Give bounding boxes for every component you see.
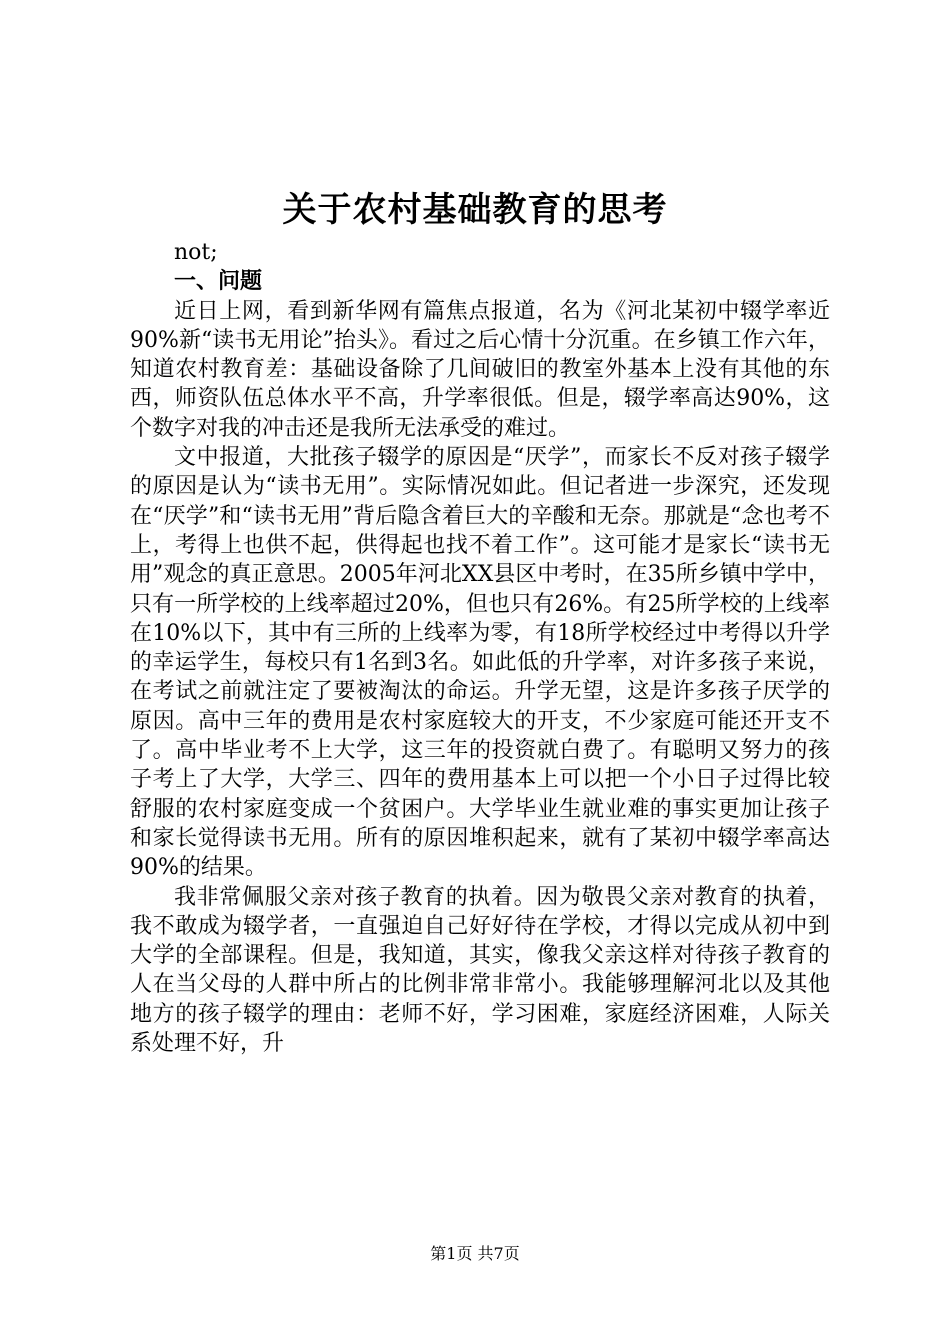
intro-line: not; (174, 240, 218, 265)
document-body (130, 238, 830, 1058)
paragraph-2: 文中报道，大批孩子辍学的原因是“厌学”，而家长不反对孩子辍学的原因是认为“读书无用”。实际情况如此。但记者进一步深究，还发现在“厌学”和“读书无用”背后隐含着巨大的辛酸和无奈。那就是“念也考不上，考得上也供不起，供得起也找不着工作”。这可能才是家长“读书无用”观念的真正意思。2005年河北XX县区中考时，在35所乡镇中学中，只有一所学校的上线率超过20%，但也只有26%。有25所学校的上线率在10%以下，其中有三所的上线率为零，有18所学校经过中考得以升学的幸运学生，每校只有1名到3名。如此低的升学率，对许多孩子来说，在考试之前就注定了要被淘汰的命运。升学无望，这是许多孩子厌学的原因。高中三年的费用是农村家庭较大的开支，不少家庭可能还开支不了。高中毕业考不上大学，这三年的投资就白费了。有聪明又努力的孩子考上了大学，大学三、四年的费用基本上可以把一个小日子过得比较舒服的农村家庭变成一个贫困户。大学毕业生就业难的事实更加让孩子和家长觉得读书无用。所有的原因堆积起来，就有了某初中辍学率高达90%的结果。 (130, 445, 830, 881)
section-heading: 一、问题 (174, 268, 263, 295)
page-footer: 第1页 共7页 (430, 1244, 520, 1263)
paragraph-3: 我非常佩服父亲对孩子教育的执着。因为敬畏父亲对教育的执着，我不敢成为辍学者，一直强迫自己好好待在学校，才得以完成从初中到大学的全部课程。但是，我知道，其实，像我父亲这样对待孩子教育的人在当父母的人群中所占的比例非常非常小。我能够理解河北以及其他地方的孩子辍学的理由：老师不好，学习困难，家庭经济困难，人际关系处理不好，升 (130, 884, 830, 1057)
document-title: 关于农村基础教育的思考 (282, 190, 668, 230)
paragraph-1: 近日上网，看到新华网有篇焦点报道，名为《河北某初中辍学率近90%新“读书无用论”抬头》。看过之后心情十分沉重。在乡镇工作六年，知道农村教育差：基础设备除了几间破旧的教室外基本上没有其他的东西，师资队伍总体水平不高，升学率很低。但是，辍学率高达90%，这个数字对我的冲击还是我所无法承受的难过。 (130, 298, 830, 441)
